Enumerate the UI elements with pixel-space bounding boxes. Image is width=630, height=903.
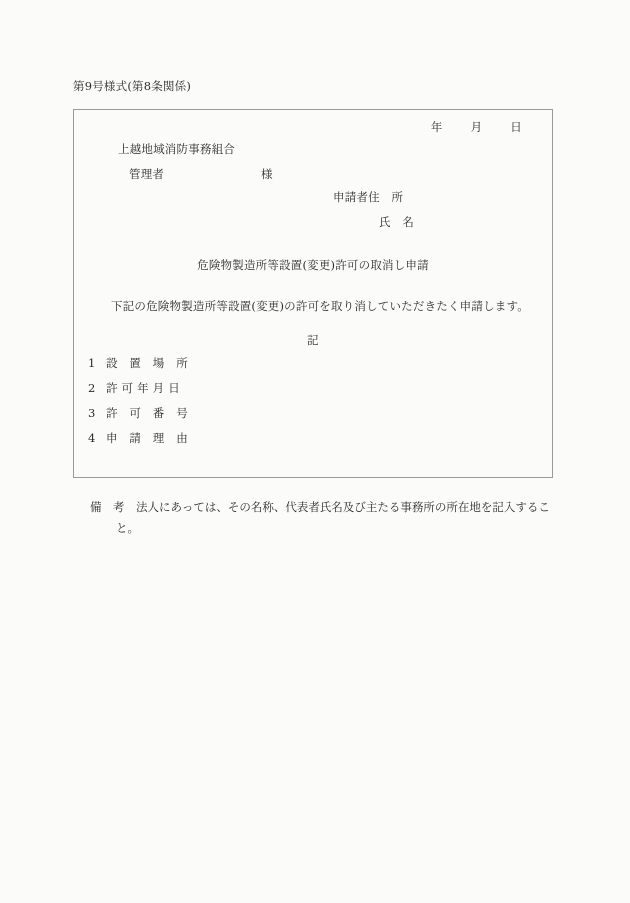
document-title: 危険物製造所等設置(変更)許可の取消し申請 [197, 258, 429, 272]
date-year-label: 年 [430, 120, 443, 134]
addressee-role: 管理者 [129, 167, 165, 181]
footnote-label: 備 考 [90, 500, 125, 514]
footnote [90, 497, 560, 539]
list-item [88, 430, 188, 446]
addressee-honorific: 様 [261, 167, 273, 181]
list-item-label: 許 可 年 月 日 [106, 381, 180, 395]
list-item-label: 設 置 場 所 [106, 356, 188, 370]
list-item-number: 3 [88, 406, 96, 420]
footnote-line-2: と。 [116, 521, 139, 535]
list-item [88, 405, 188, 421]
list-item [88, 355, 188, 371]
ki-mark: 記 [307, 333, 319, 347]
date-day-label: 日 [510, 120, 522, 134]
applicant-address-label: 申請者住 所 [333, 190, 404, 204]
applicant-name-label: 氏 名 [379, 215, 415, 229]
form-box [73, 109, 553, 478]
date-line [431, 119, 522, 135]
list-item-number: 4 [88, 431, 96, 445]
list-item-number: 1 [88, 356, 96, 370]
list-item-label: 申 請 理 由 [106, 431, 188, 445]
list-item [88, 380, 180, 396]
list-item-number: 2 [88, 381, 96, 395]
list-item-label: 許 可 番 号 [106, 406, 188, 420]
date-month-label: 月 [470, 120, 483, 134]
form-number: 第9号様式(第8条関係) [73, 79, 192, 93]
footnote-line-1: 法人にあっては、その名称、代表者氏名及び主たる事務所の所在地を記入するこ [136, 500, 550, 514]
addressee-organization: 上越地域消防事務組合 [118, 142, 235, 156]
body-paragraph: 下記の危険物製造所等設置(変更)の許可を取り消していただきたく申請します。 [111, 299, 529, 313]
